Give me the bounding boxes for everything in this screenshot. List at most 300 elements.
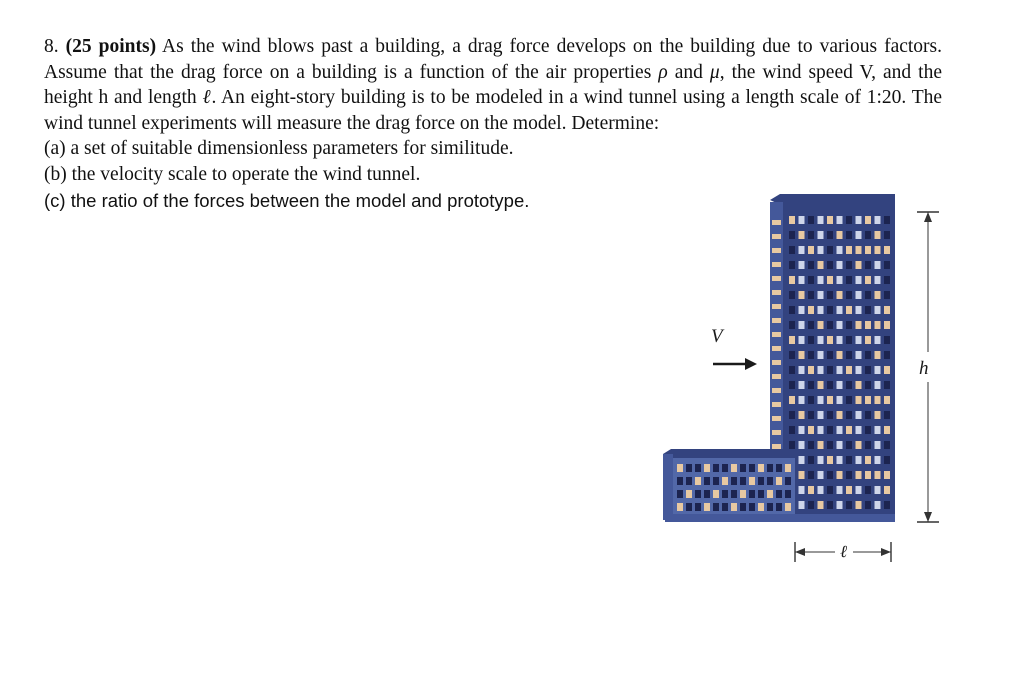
window xyxy=(808,366,814,374)
height-arrow-bottom xyxy=(924,512,932,522)
building-figure xyxy=(655,192,955,582)
window xyxy=(865,351,871,359)
window xyxy=(731,464,737,472)
window xyxy=(856,321,862,329)
window xyxy=(789,231,795,239)
window xyxy=(827,426,833,434)
window xyxy=(818,216,824,224)
window xyxy=(749,490,755,498)
window xyxy=(875,426,881,434)
window xyxy=(875,411,881,419)
window xyxy=(846,426,852,434)
window xyxy=(799,261,805,269)
window xyxy=(818,231,824,239)
window xyxy=(722,503,728,511)
window xyxy=(884,471,890,479)
window xyxy=(875,381,881,389)
window xyxy=(772,290,781,295)
window xyxy=(837,426,843,434)
window xyxy=(884,276,890,284)
window xyxy=(722,490,728,498)
window xyxy=(799,276,805,284)
window xyxy=(846,396,852,404)
window xyxy=(799,321,805,329)
window xyxy=(772,402,781,407)
window xyxy=(827,231,833,239)
window xyxy=(808,276,814,284)
window xyxy=(808,396,814,404)
window xyxy=(772,332,781,337)
window xyxy=(808,486,814,494)
window xyxy=(772,248,781,253)
window xyxy=(799,306,805,314)
window xyxy=(856,246,862,254)
window xyxy=(827,486,833,494)
length-label: ℓ xyxy=(840,542,848,561)
problem-number: 8. xyxy=(44,36,59,57)
window xyxy=(749,503,755,511)
window xyxy=(884,366,890,374)
window xyxy=(776,477,782,485)
window xyxy=(846,336,852,344)
window xyxy=(722,464,728,472)
window xyxy=(808,441,814,449)
window xyxy=(704,503,710,511)
window xyxy=(767,477,773,485)
window xyxy=(884,411,890,419)
window xyxy=(856,291,862,299)
window xyxy=(740,490,746,498)
window xyxy=(789,216,795,224)
window xyxy=(704,490,710,498)
window xyxy=(837,231,843,239)
window xyxy=(789,306,795,314)
window xyxy=(808,246,814,254)
window xyxy=(846,321,852,329)
window xyxy=(818,426,824,434)
window xyxy=(808,216,814,224)
window xyxy=(818,291,824,299)
window xyxy=(837,381,843,389)
window xyxy=(695,490,701,498)
window xyxy=(799,381,805,389)
window xyxy=(818,351,824,359)
window xyxy=(677,503,683,511)
window xyxy=(818,366,824,374)
window xyxy=(875,351,881,359)
window xyxy=(677,477,683,485)
window xyxy=(789,291,795,299)
window xyxy=(808,456,814,464)
window xyxy=(846,501,852,509)
window xyxy=(818,276,824,284)
window xyxy=(749,464,755,472)
window xyxy=(818,381,824,389)
window xyxy=(677,490,683,498)
window xyxy=(837,216,843,224)
window xyxy=(865,276,871,284)
window xyxy=(856,261,862,269)
window xyxy=(731,503,737,511)
window xyxy=(776,490,782,498)
window xyxy=(808,501,814,509)
window xyxy=(856,411,862,419)
window xyxy=(713,503,719,511)
window xyxy=(875,246,881,254)
window xyxy=(799,396,805,404)
window xyxy=(818,501,824,509)
window xyxy=(837,246,843,254)
window xyxy=(884,261,890,269)
window xyxy=(827,501,833,509)
window xyxy=(818,336,824,344)
window xyxy=(767,503,773,511)
velocity-label: V xyxy=(711,326,723,347)
window xyxy=(799,366,805,374)
window xyxy=(837,456,843,464)
window xyxy=(808,381,814,389)
window xyxy=(846,216,852,224)
window xyxy=(875,486,881,494)
window xyxy=(695,503,701,511)
window xyxy=(818,396,824,404)
window xyxy=(875,501,881,509)
window xyxy=(808,306,814,314)
window xyxy=(837,411,843,419)
window xyxy=(772,388,781,393)
window xyxy=(846,291,852,299)
length-arrow-right xyxy=(881,548,891,556)
window xyxy=(827,306,833,314)
problem-points: (25 points) xyxy=(65,36,157,57)
window xyxy=(846,471,852,479)
window xyxy=(695,477,701,485)
window xyxy=(758,490,764,498)
window xyxy=(799,426,805,434)
part-b: (b) the velocity scale to operate the wind tunnel. xyxy=(44,163,421,185)
height-arrow-top xyxy=(924,212,932,222)
window xyxy=(789,396,795,404)
window xyxy=(789,411,795,419)
window xyxy=(731,477,737,485)
window xyxy=(749,477,755,485)
window xyxy=(785,477,791,485)
window xyxy=(808,411,814,419)
window xyxy=(827,456,833,464)
window xyxy=(865,321,871,329)
window xyxy=(884,216,890,224)
window xyxy=(818,306,824,314)
window xyxy=(856,486,862,494)
window xyxy=(799,231,805,239)
window xyxy=(837,351,843,359)
window xyxy=(772,374,781,379)
window xyxy=(740,503,746,511)
window xyxy=(808,321,814,329)
tower-roof xyxy=(770,194,895,206)
window xyxy=(827,321,833,329)
problem-text-1: As the wind blows past a building, a drag force develops on the building due to various factors. Assume that the drag force on a building is a function of the air properties xyxy=(44,36,943,83)
window xyxy=(704,464,710,472)
window xyxy=(789,441,795,449)
window xyxy=(856,381,862,389)
window xyxy=(875,471,881,479)
window xyxy=(827,411,833,419)
window xyxy=(846,366,852,374)
window xyxy=(695,464,701,472)
window xyxy=(808,426,814,434)
window xyxy=(799,441,805,449)
window xyxy=(772,262,781,267)
window xyxy=(846,486,852,494)
problem-body xyxy=(44,34,942,136)
window xyxy=(837,396,843,404)
window xyxy=(875,231,881,239)
window xyxy=(884,441,890,449)
window xyxy=(799,216,805,224)
window xyxy=(827,396,833,404)
window xyxy=(799,246,805,254)
window xyxy=(837,471,843,479)
window xyxy=(856,396,862,404)
window xyxy=(808,351,814,359)
window xyxy=(846,456,852,464)
window xyxy=(808,471,814,479)
window xyxy=(865,246,871,254)
problem-text-4: . An eight-story building is to be modeled in a wind tunnel using a length scale of 1:20. The wind tunnel experiments will measure the drag force on the model. Determine: xyxy=(44,87,943,134)
window xyxy=(713,477,719,485)
window xyxy=(875,291,881,299)
window xyxy=(846,276,852,284)
window xyxy=(837,306,843,314)
window xyxy=(837,336,843,344)
window xyxy=(884,426,890,434)
height-label: h xyxy=(919,358,929,379)
window xyxy=(789,261,795,269)
window xyxy=(686,490,692,498)
window xyxy=(818,261,824,269)
window xyxy=(846,411,852,419)
window xyxy=(837,441,843,449)
window xyxy=(799,291,805,299)
window xyxy=(799,411,805,419)
window xyxy=(856,366,862,374)
window xyxy=(799,351,805,359)
window xyxy=(808,261,814,269)
window xyxy=(799,456,805,464)
window xyxy=(846,231,852,239)
window xyxy=(785,503,791,511)
window xyxy=(799,471,805,479)
window xyxy=(776,503,782,511)
window xyxy=(722,477,728,485)
window xyxy=(884,321,890,329)
window xyxy=(884,501,890,509)
window xyxy=(837,291,843,299)
window xyxy=(875,276,881,284)
window xyxy=(865,471,871,479)
window xyxy=(865,411,871,419)
window xyxy=(808,336,814,344)
window xyxy=(884,396,890,404)
window xyxy=(846,246,852,254)
window xyxy=(818,456,824,464)
window xyxy=(799,336,805,344)
window xyxy=(740,464,746,472)
window xyxy=(686,464,692,472)
window xyxy=(713,490,719,498)
building-base xyxy=(665,514,895,522)
window xyxy=(772,220,781,225)
window xyxy=(789,351,795,359)
window xyxy=(758,503,764,511)
window xyxy=(789,321,795,329)
window xyxy=(865,366,871,374)
window xyxy=(785,490,791,498)
window xyxy=(884,351,890,359)
window xyxy=(865,306,871,314)
window xyxy=(758,464,764,472)
window xyxy=(808,231,814,239)
window xyxy=(875,261,881,269)
window xyxy=(789,381,795,389)
window xyxy=(856,471,862,479)
window xyxy=(846,306,852,314)
window xyxy=(827,471,833,479)
window xyxy=(789,276,795,284)
window xyxy=(837,261,843,269)
window xyxy=(837,501,843,509)
window xyxy=(875,396,881,404)
window xyxy=(713,464,719,472)
window xyxy=(818,471,824,479)
window xyxy=(865,336,871,344)
window xyxy=(875,336,881,344)
window xyxy=(772,444,781,449)
window xyxy=(789,366,795,374)
window xyxy=(827,336,833,344)
window xyxy=(884,291,890,299)
window xyxy=(865,396,871,404)
window xyxy=(789,246,795,254)
wing-side xyxy=(663,454,673,520)
window xyxy=(875,441,881,449)
mu-symbol: μ xyxy=(709,61,720,83)
window xyxy=(799,501,805,509)
window xyxy=(772,416,781,421)
window xyxy=(827,351,833,359)
window xyxy=(818,246,824,254)
window xyxy=(827,216,833,224)
window xyxy=(856,336,862,344)
window xyxy=(865,441,871,449)
length-arrow-left xyxy=(795,548,805,556)
window xyxy=(856,216,862,224)
window xyxy=(827,291,833,299)
window xyxy=(837,366,843,374)
window xyxy=(686,477,692,485)
problem-text-2: and xyxy=(667,61,710,83)
window xyxy=(772,346,781,351)
window xyxy=(865,501,871,509)
window xyxy=(846,381,852,389)
window xyxy=(884,486,890,494)
window xyxy=(767,490,773,498)
window xyxy=(856,231,862,239)
window xyxy=(827,261,833,269)
window xyxy=(856,441,862,449)
window xyxy=(875,306,881,314)
problem-statement xyxy=(44,34,942,214)
window xyxy=(808,291,814,299)
window xyxy=(772,304,781,309)
window xyxy=(772,318,781,323)
window xyxy=(865,216,871,224)
velocity-arrow-head xyxy=(745,358,757,370)
window xyxy=(827,366,833,374)
window xyxy=(789,426,795,434)
wing-roof xyxy=(663,449,795,458)
window xyxy=(731,490,737,498)
window xyxy=(758,477,764,485)
window xyxy=(772,234,781,239)
window xyxy=(818,321,824,329)
window xyxy=(827,381,833,389)
window xyxy=(704,477,710,485)
window xyxy=(865,231,871,239)
problem-text-3: , the wind speed V, and the height h and length xyxy=(44,61,942,108)
window xyxy=(856,276,862,284)
window xyxy=(686,503,692,511)
window xyxy=(837,486,843,494)
window xyxy=(827,246,833,254)
window xyxy=(827,441,833,449)
window xyxy=(865,456,871,464)
window xyxy=(776,464,782,472)
window xyxy=(772,360,781,365)
window xyxy=(827,276,833,284)
window xyxy=(772,276,781,281)
window xyxy=(818,411,824,419)
window xyxy=(884,336,890,344)
window xyxy=(846,441,852,449)
window xyxy=(772,430,781,435)
window xyxy=(818,441,824,449)
ell-symbol: ℓ xyxy=(202,87,212,108)
window xyxy=(865,381,871,389)
window xyxy=(818,486,824,494)
window xyxy=(856,306,862,314)
window xyxy=(740,477,746,485)
window xyxy=(789,336,795,344)
rho-symbol: ρ xyxy=(658,61,668,83)
window xyxy=(856,426,862,434)
window xyxy=(884,456,890,464)
window xyxy=(865,426,871,434)
window xyxy=(677,464,683,472)
window xyxy=(856,456,862,464)
window xyxy=(837,321,843,329)
window xyxy=(865,486,871,494)
window xyxy=(856,351,862,359)
building-illustration xyxy=(655,192,955,582)
window xyxy=(856,501,862,509)
window xyxy=(875,321,881,329)
window xyxy=(846,351,852,359)
window xyxy=(785,464,791,472)
part-a: (a) a set of suitable dimensionless parameters for similitude. xyxy=(44,138,514,159)
part-c: (c) the ratio of the forces between the model and prototype. xyxy=(44,190,530,211)
